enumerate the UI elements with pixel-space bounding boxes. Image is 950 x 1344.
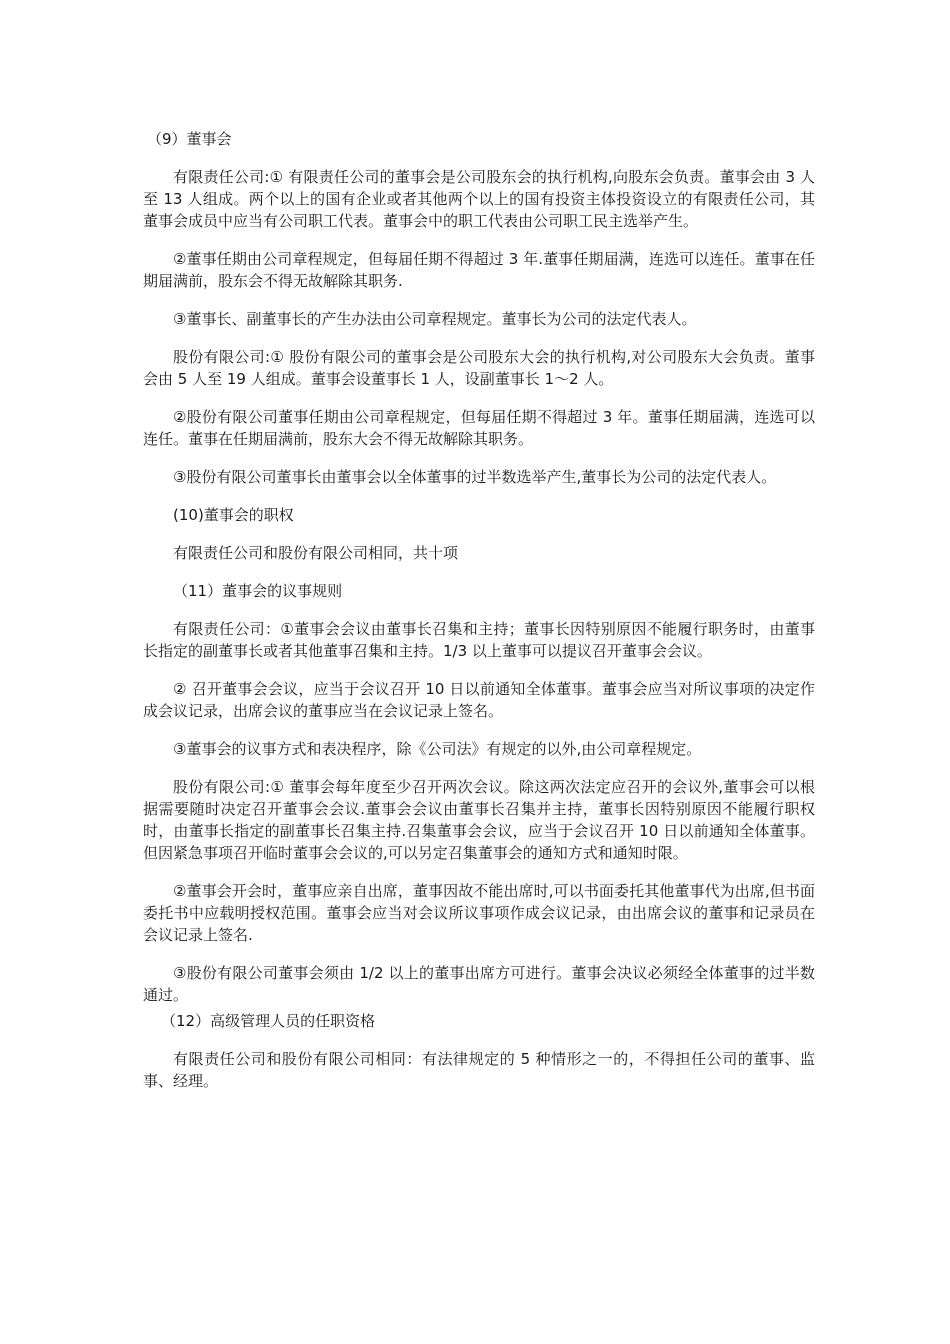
paragraph-llc-board: 有限责任公司:① 有限责任公司的董事会是公司股东会的执行机构,向股东会负责。董事会由 3 人至 13 人组成。两个以上的国有企业或者其他两个以上的国有投资主体投资设立的有限责任公司，其董事会成员中应当有公司职工代表。董事会中的职工代表由公司职工民主选举产生。	[143, 168, 815, 230]
paragraph-llc-procedure: ③董事会的议事方式和表决程序，除《公司法》有规定的以外,由公司章程规定。	[173, 740, 702, 758]
paragraph-officer-qualification: 有限责任公司和股份有限公司相同：有法律规定的 5 种情形之一的，不得担任公司的董事、监事、经理。	[143, 1050, 815, 1090]
paragraph-jsc-quorum: ③股份有限公司董事会须由 1/2 以上的董事出席方可进行。董事会决议必须经全体董事的过半数通过。	[143, 964, 815, 1004]
section-heading-11: （11）董事会的议事规则	[173, 582, 343, 600]
section-heading-9: （9）董事会	[147, 130, 232, 148]
paragraph-jsc-chairman: ③股份有限公司董事长由董事会以全体董事的过半数选举产生,董事长为公司的法定代表人。	[173, 468, 777, 486]
paragraph-llc-meeting: 有限责任公司：①董事会会议由董事长召集和主持；董事长因特别原因不能履行职务时，由董事长指定的副董事长或者其他董事召集和主持。1/3 以上董事可以提议召开董事会会议。	[143, 620, 815, 660]
paragraph-board-powers: 有限责任公司和股份有限公司相同，共十项	[173, 544, 459, 562]
section-heading-12: （12）高级管理人员的任职资格	[161, 1012, 376, 1030]
paragraph-jsc-meeting: 股份有限公司:① 董事会每年度至少召开两次会议。除这两次法定应召开的会议外,董事会可以根据需要随时决定召开董事会会议.董事会会议由董事长召集并主持，董事长因特别原因不能履行职权时，由董事长指定的副董事长召集主持.召集董事会会议，应当于会议召开 10 日以前通知全体董事。但因紧急事项召开临时董事会会议的,可以另定召集董事会的通知方式和通知时限。	[143, 778, 815, 862]
paragraph-llc-notice: ② 召开董事会会议，应当于会议召开 10 日以前通知全体董事。董事会应当对所议事项的决定作成会议记录，出席会议的董事应当在会议记录上签名。	[143, 680, 815, 720]
paragraph-jsc-attendance: ②董事会开会时，董事应亲自出席，董事因故不能出席时,可以书面委托其他董事代为出席,但书面委托书中应载明授权范围。董事会应当对会议所议事项作成会议记录，由出席会议的董事和记录员在会议记录上签名.	[143, 882, 815, 944]
paragraph-jsc-term: ②股份有限公司董事任期由公司章程规定，但每届任期不得超过 3 年。董事任期届满，连选可以连任。董事在任期届满前，股东大会不得无故解除其职务。	[143, 408, 815, 448]
document-body	[143, 128, 815, 1092]
paragraph-llc-chairman: ③董事长、副董事长的产生办法由公司章程规定。董事长为公司的法定代表人。	[173, 310, 697, 328]
section-heading-10: (10)董事会的职权	[173, 506, 294, 524]
paragraph-jsc-board: 股份有限公司:① 股份有限公司的董事会是公司股东大会的执行机构,对公司股东大会负责。董事会由 5 人至 19 人组成。董事会设董事长 1 人，设副董事长 1～2 人。	[143, 348, 815, 388]
paragraph-llc-term: ②董事任期由公司章程规定，但每届任期不得超过 3 年.董事任期届满，连选可以连任。董事在任期届满前，股东会不得无故解除其职务.	[143, 250, 815, 290]
